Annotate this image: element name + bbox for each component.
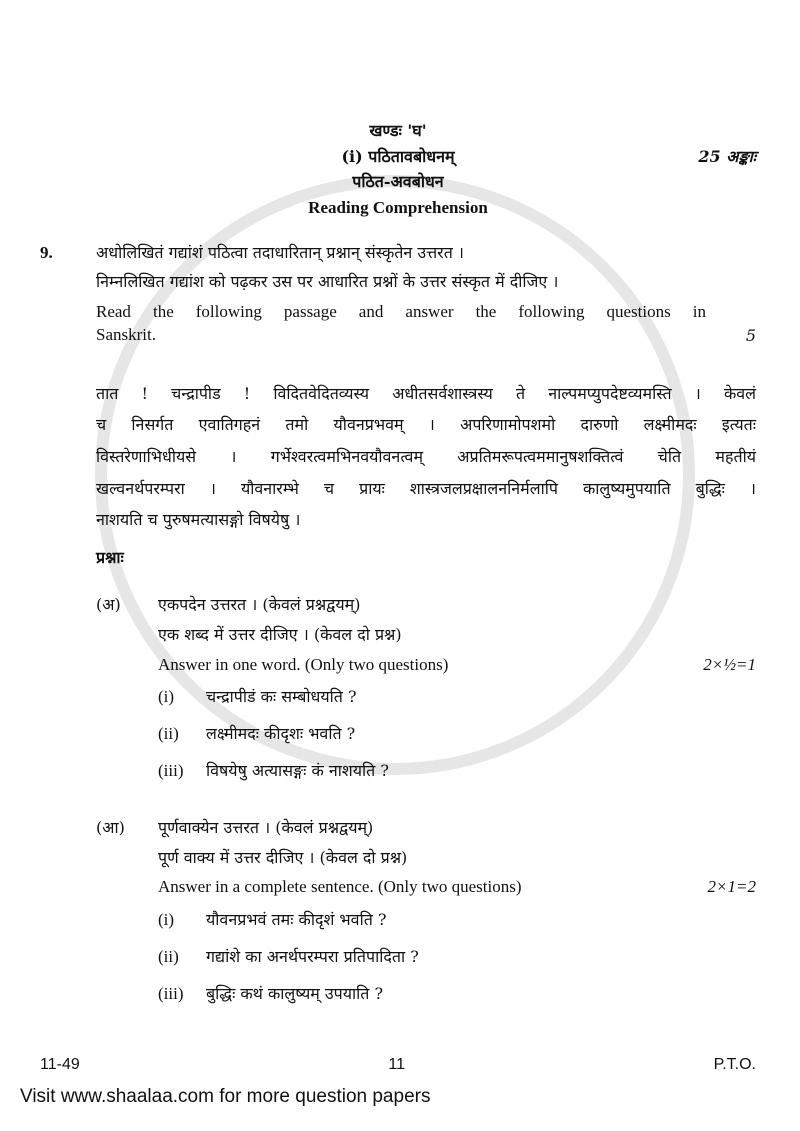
instruction-sanskrit: अधोलिखितं गद्यांशं पठित्वा तदाधारितान् प्रश्नान् संस्कृतेन उत्तरत । — [96, 242, 464, 262]
instruction-hindi: निम्नलिखित गद्यांश को पढ़कर उस पर आधारित प्रश्नों के उत्तर संस्कृत में दीजिए । — [96, 272, 559, 292]
item-number: (ii) — [158, 724, 179, 744]
item-text: चन्द्रापीडं कः सम्बोधयति ? — [206, 687, 357, 707]
item-number: (ii) — [158, 947, 179, 967]
passage — [96, 383, 756, 541]
passage-line: नाशयति च पुरुषमत्यासङ्गो विषयेषु । — [96, 510, 301, 530]
part-a-hindi: एक शब्द में उत्तर दीजिए । (केवल दो प्रश्न) — [158, 624, 402, 644]
list-item — [158, 686, 756, 709]
part-a-items — [158, 686, 756, 797]
passage-line: खल्वनर्थपरम्परा । यौवनारम्भे च प्रायः शास्त्रजलप्रक्षालननिर्मलापि कालुष्यमुपयाति बुद्धिः । — [96, 478, 756, 498]
item-text: यौवनप्रभवं तमः कीदृशं भवति ? — [206, 910, 387, 930]
promo-link[interactable]: Visit www.shaalaa.com for more question papers — [20, 1085, 431, 1107]
list-item — [158, 983, 756, 1006]
question-number: 9. — [40, 242, 53, 262]
part-b-sanskrit: पूर्णवाक्येन उत्तरत । (केवलं प्रश्नद्वयम्) — [158, 818, 374, 838]
item-number: (i) — [158, 910, 175, 930]
page-footer — [0, 1040, 800, 1076]
list-item — [158, 909, 756, 932]
item-text: लक्ष्मीमदः कीदृशः भवति ? — [206, 724, 356, 744]
part-b-hindi: पूर्ण वाक्य में उत्तर दीजिए । (केवल दो प्रश्न) — [158, 847, 408, 867]
instruction-english-2: Sanskrit. — [96, 324, 156, 344]
list-item — [158, 723, 756, 746]
paper-code: 11-49 — [40, 1056, 80, 1074]
part-a-label: (अ) — [96, 595, 121, 615]
part-a-text — [158, 594, 695, 676]
item-text: गद्यांशे का अनर्थपरम्परा प्रतिपादिता ? — [206, 947, 419, 967]
instruction-english: Read the following passage and answer the following questions in — [96, 301, 706, 321]
questions-label: प्रश्नाः — [96, 547, 124, 567]
part-b-label: (आ) — [96, 818, 125, 838]
item-text: विषयेषु अत्यासङ्गः कं नाशयति ? — [206, 761, 389, 781]
item-number: (iii) — [158, 761, 184, 781]
pto-label: P.T.O. — [713, 1056, 756, 1074]
part-b-marks: 2×1=2 — [707, 877, 756, 897]
section-sub-sanskrit: (i) पठितावबोधनम् — [341, 146, 455, 166]
part-b — [96, 817, 756, 1020]
passage-line: विस्तरेणाभिधीयसे । गर्भेश्वरत्वमभिनवयौवनत्वम् अप्रतिमरूपत्वममानुषशक्तित्वं चेति महतीयं — [96, 446, 756, 466]
passage-line: च निसर्गत एवातिगहनं तमो यौवनप्रभवम् । अपरिणामोपशमो दारुणो लक्ष्मीमदः इत्यतः — [96, 415, 756, 435]
part-a-sanskrit: एकपदेन उत्तरत । (केवलं प्रश्नद्वयम्) — [158, 595, 361, 615]
section-marks: 25 अङ्काः — [698, 146, 756, 166]
section-title: खण्डः 'घ' — [369, 121, 427, 140]
item-number: (i) — [158, 687, 175, 707]
question-9 — [40, 242, 756, 1041]
page-number: 11 — [388, 1056, 405, 1074]
part-b-text — [158, 817, 700, 899]
list-item — [158, 760, 756, 783]
list-item — [158, 946, 756, 969]
question-marks: 5 — [745, 326, 756, 346]
section-sub-hindi: पठित-अवबोधन — [352, 172, 444, 192]
item-text: बुद्धिः कथं कालुष्यम् उपयाति ? — [206, 984, 384, 1004]
part-a-marks: 2×½=1 — [703, 654, 756, 674]
item-number: (iii) — [158, 984, 184, 1004]
part-b-items — [158, 909, 756, 1020]
part-b-english: Answer in a complete sentence. (Only two questions) — [158, 877, 522, 897]
part-a — [96, 594, 756, 797]
question-instructions — [96, 242, 706, 347]
section-sub-row — [40, 146, 756, 168]
part-a-english: Answer in one word. (Only two questions) — [158, 654, 449, 674]
section-sub-english: Reading Comprehension — [308, 197, 488, 217]
passage-line: तात ! चन्द्रापीड ! विदितवेदितव्यस्य अधीतसर्वशास्त्रस्य ते नाल्पमप्युपदेष्टव्यमस्ति । केवलं — [96, 383, 756, 403]
